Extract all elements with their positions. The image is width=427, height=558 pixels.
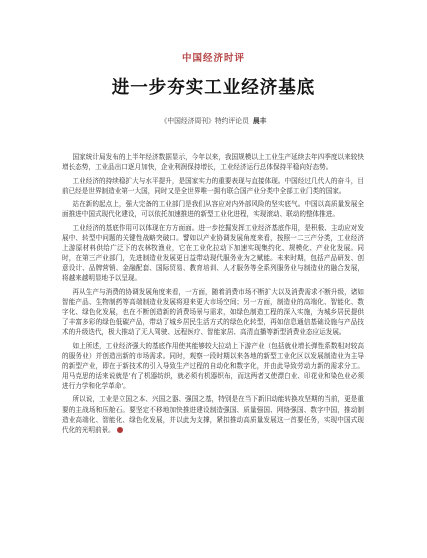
paragraph: 再从生产与消费的协调发展角度来看，一方面，随着消费市场不断扩大以及消费需求不断升级，诸如智能产品、生物制药等高端制造业发展将迎来更大市场空间；另一方面，制造业的高端化、智能化、数字化、绿色化发展，也在不断创造新的消费场景与需求，如绿色制造工程的深入实施，为城乡居民提供了丰富多彩的绿色低碳产品，带动了城乡居民生活方式的绿色化转型，再如信息通信基础设施与产品技术的升级迭代，极大推动了无人驾驶、远程医疗、智能家居、高清直播等新型消费业态应运发展。 [62,287,364,337]
article-body [62,152,364,552]
end-mark-icon [117,427,123,433]
paragraph-last [62,394,364,434]
paragraph: 国家统计局发布的上半年经济数据显示，今年以来，我国规模以上工业生产延续去年四季度以来较快增长态势，工业品出口逐月加快，企业利润保持增长，工业经济运行总体保持平稳向好态势。 [62,153,364,172]
paragraph: 工业经济的基底作用可以体现在方方面面。进一步挖掘发挥工业经济基底作用，是积极、主动应对发展中、转型中问题的关键性战略突破口。譬如以产业协调发展角度来看，按照一二三产分类，工业经济上游原材料供给广泛下的农林牧渔业，它在工业化拉动下加速实现集约化、规模化、产业化发展。同时，在第三产业部门，先进制造业发展更日益带动现代服务业为之赋能。未来时期，包括产品研发、创意设计、品牌营销、金融配套、国际贸易、教育培训、人才服务等全系列服务业与制造业的融合发展，将越来越明显地予以呈现。 [62,223,364,283]
paragraph: 如上所述，工业经济强大的基底作用使其能够较大拉动上下游产业（包括就业增长弹性系数相对较高的服务业）并创造出新的市场需求。同时，观察一段时期以来各地的新型工业化区以发展制造业为主导的新型产业，即在于新技术的引入导致生产过程的自动化和数字化，并由此导致劳动力新的需求分工。用马克思的话来说就是'有了机器纺织，就必须有机器织布，而这两者又使漂白业、印花业和染色业必须进行力学和化学革命'。 [62,341,364,390]
byline-author: 晨丰 [252,117,267,125]
page-title: 进一步夯实工业经济基底 [111,78,316,98]
byline-source: 《中国经济周刊》特约评论员 [160,117,249,125]
paragraph: 站在新的起点上，强大完备的工业部门是我们从容应对内外部风险的坚实底气。中国以高质量发展全面推进中国式现代化建设，可以依托加速推进的新型工业化进程，实现滚动、联动的整体推进。 [62,200,364,219]
paragraph-text: 所以说，工业是立国之本、兴国之器、强国之基，特别是在当下新旧动能转换攻坚期的当前，更是重要的主战场和压舱石。要坚定不移地加快推进建设制造强国、质量强国、网络强国、数字中国，推动制造业高端化、智能化、绿色化发展，并以此为支撑，紧扣推动高质量发展这一首要任务，实现中国式现代化的光明前景。 [62,395,364,434]
column-kicker: 中国经济时评 [181,53,245,64]
byline [0,115,427,125]
paragraph: 工业经济的持续稳扩大与水平提升，是国家实力的重要表现与直接体现。中国经过几代人的奋斗，目前已经是世界制造业第一大国，同时又是全世界唯一拥有联合国产业分类中全部工业门类的国家。 [62,176,364,195]
